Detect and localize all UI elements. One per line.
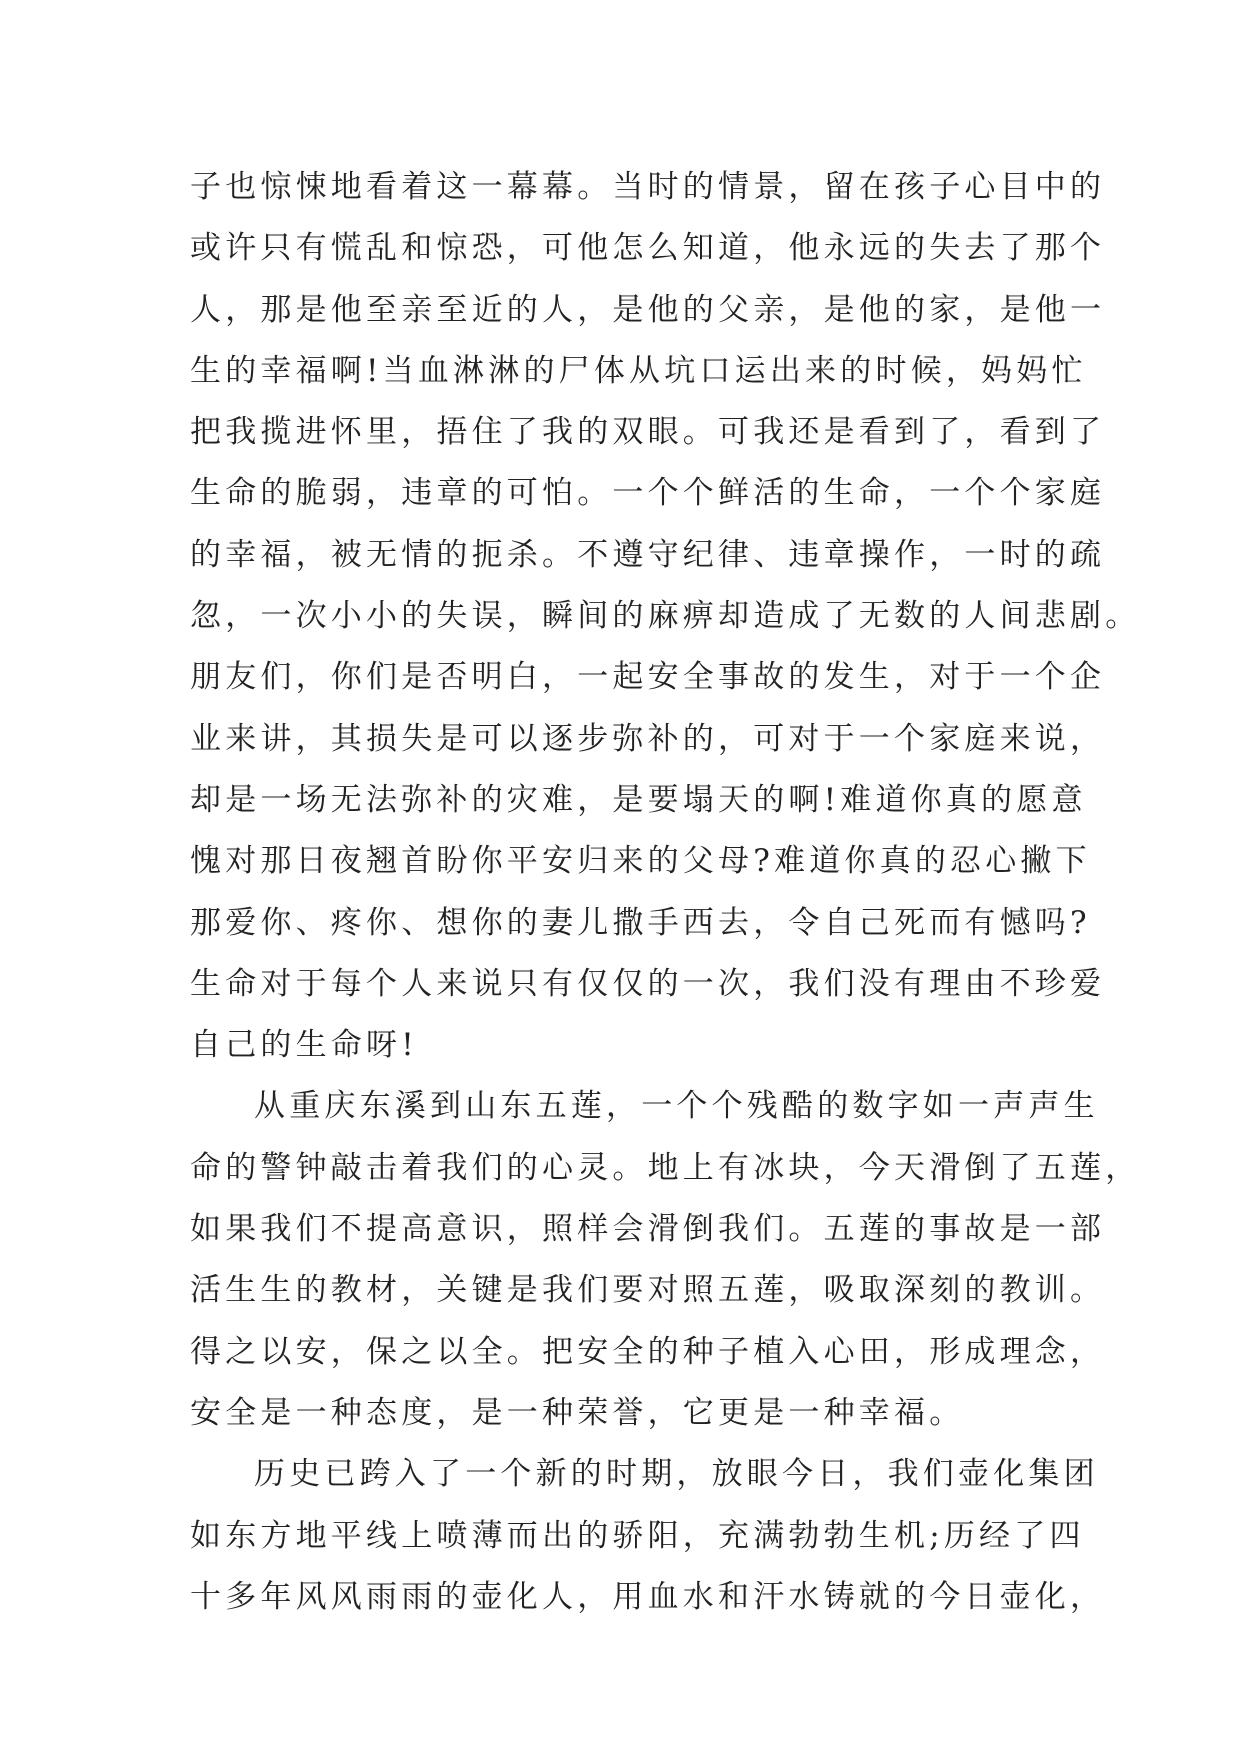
paragraph-first-line: 从重庆东溪到山东五莲，一个个残酷的数字如一声声生 xyxy=(254,1088,1099,1125)
text-line: 得之以安，保之以全。把安全的种子植入心田，形成理念， xyxy=(190,1333,1106,1370)
text-line: 愧对那日夜翘首盼你平安归来的父母?难道你真的忍心撇下 xyxy=(190,843,1091,880)
text-line: 生的幸福啊!当血淋淋的尸体从坑口运出来的时候，妈妈忙 xyxy=(190,352,1087,389)
text-line: 命的警钟敲击着我们的心灵。地上有冰块，今天滑倒了五莲， xyxy=(190,1149,1141,1186)
text-line: 十多年风风雨雨的壶化人，用血水和汗水铸就的今日壶化， xyxy=(190,1578,1106,1615)
text-line: 人，那是他至亲至近的人，是他的父亲，是他的家，是他一 xyxy=(190,291,1106,328)
text-line: 忽，一次小小的失误，瞬间的麻痹却造成了无数的人间悲剧。 xyxy=(190,598,1141,635)
paragraph-first-line: 历史已跨入了一个新的时期，放眼今日，我们壶化集团 xyxy=(254,1456,1099,1493)
text-line: 的幸福，被无情的扼杀。不遵守纪律、违章操作，一时的疏 xyxy=(190,536,1106,573)
text-line: 或许只有慌乱和惊恐，可他怎么知道，他永远的失去了那个 xyxy=(190,230,1106,267)
text-line: 生命对于每个人来说只有仅仅的一次，我们没有理由不珍爱 xyxy=(190,965,1106,1002)
text-line: 如果我们不提高意识，照样会滑倒我们。五莲的事故是一部 xyxy=(190,1211,1106,1248)
text-line: 把我揽进怀里，捂住了我的双眼。可我还是看到了，看到了 xyxy=(190,414,1106,451)
text-line: 那爱你、疼你、想你的妻儿撒手西去，令自己死而有憾吗? xyxy=(190,904,1091,941)
text-line: 安全是一种态度，是一种荣誉，它更是一种幸福。 xyxy=(190,1394,965,1431)
text-line: 生命的脆弱，违章的可怕。一个个鲜活的生命，一个个家庭 xyxy=(190,475,1106,512)
text-line: 自己的生命呀! xyxy=(190,1027,418,1064)
text-line: 却是一场无法弥补的灾难，是要塌天的啊!难道你真的愿意 xyxy=(190,781,1087,818)
document-body xyxy=(190,157,1141,1628)
text-line: 业来讲，其损失是可以逐步弥补的，可对于一个家庭来说， xyxy=(190,720,1106,757)
text-line: 如东方地平线上喷薄而出的骄阳，充满勃勃生机;历经了四 xyxy=(190,1517,1085,1554)
text-line: 活生生的教材，关键是我们要对照五莲，吸取深刻的教训。 xyxy=(190,1272,1106,1309)
text-line: 子也惊悚地看着这一幕幕。当时的情景，留在孩子心目中的 xyxy=(190,169,1106,205)
text-line: 朋友们，你们是否明白，一起安全事故的发生，对于一个企 xyxy=(190,659,1106,696)
